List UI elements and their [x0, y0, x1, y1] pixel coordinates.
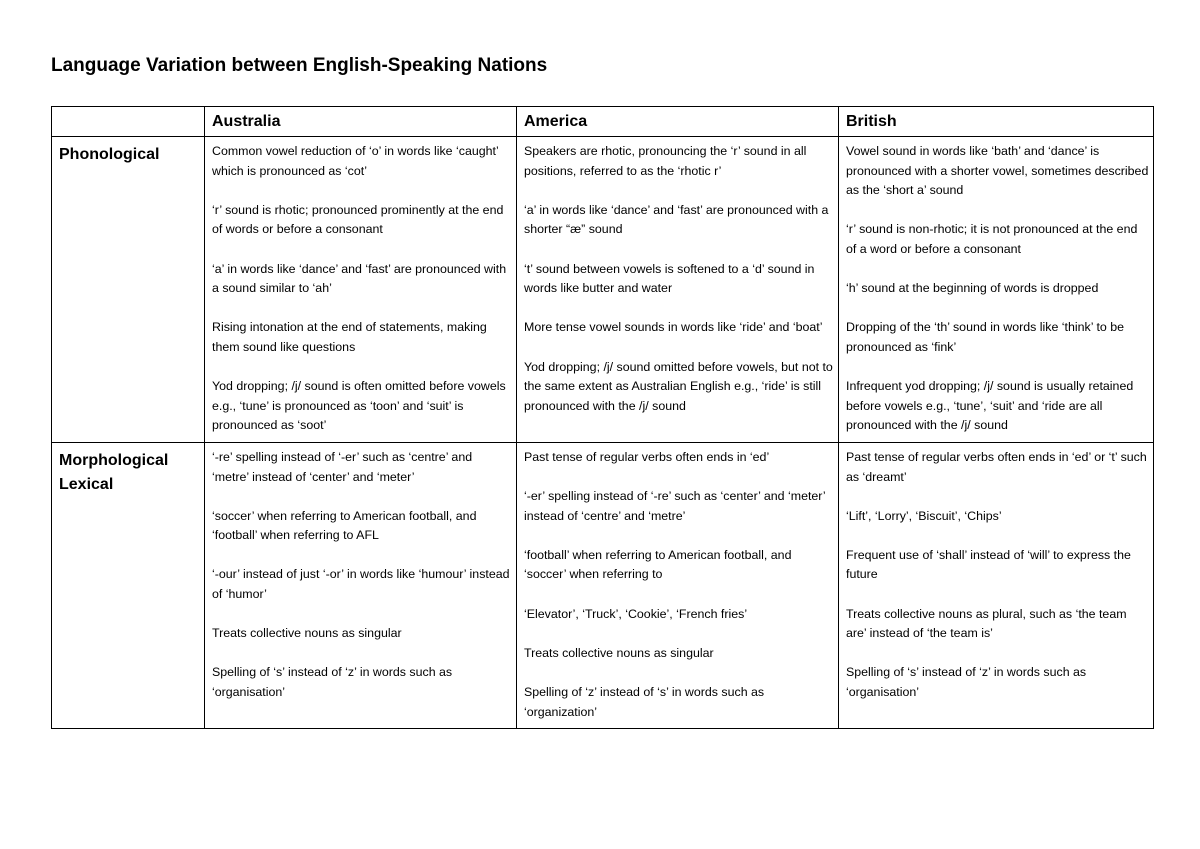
- table-row-phonological: [52, 137, 1154, 443]
- list-item: ‘r’ sound is rhotic; pronounced prominently at the end of words or before a consonant: [212, 202, 504, 237]
- list-item: Dropping of the ‘th’ sound in words like ‘think’ to be pronounced as ‘fink’: [846, 320, 1125, 354]
- list-item: Past tense of regular verbs often ends in ‘ed’ or ‘t’ such as ‘dreamt’: [846, 449, 1147, 484]
- list-item: ‘Lift’, ‘Lorry’, ‘Biscuit’, ‘Chips’: [846, 508, 1002, 523]
- list-item: Rising intonation at the end of statements, making them sound like questions: [212, 320, 487, 354]
- list-item: ‘a’ in words like ‘dance’ and ‘fast’ are pronounced with a sound similar to ‘ah’: [212, 261, 507, 296]
- cell-phonological-australia: [205, 137, 517, 443]
- header-cell-british: [839, 107, 1154, 137]
- header-australia: Australia: [212, 113, 281, 130]
- list-item: Common vowel reduction of ‘o’ in words like ‘caught’ which is pronounced as ‘cot’: [212, 144, 499, 178]
- cell-morphological-british: [839, 442, 1154, 728]
- header-america: America: [524, 113, 588, 130]
- header-british: British: [846, 113, 897, 130]
- row-label-cell-morphological-lexical: [52, 442, 205, 728]
- list-item: Speakers are rhotic, pronouncing the ‘r’ sound in all positions, referred to as the ‘rhotic r’: [524, 144, 807, 178]
- header-empty-label: [52, 107, 204, 113]
- list-item: Treats collective nouns as singular: [212, 626, 402, 641]
- list-item: Past tense of regular verbs often ends in ‘ed’: [524, 449, 770, 464]
- list-item: ‘-er’ spelling instead of ‘-re’ such as ‘center’ and ‘meter’ instead of ‘centre’ and ‘metre’: [524, 489, 826, 523]
- cell-morphological-america: [517, 442, 839, 728]
- variation-table: [51, 106, 1154, 729]
- header-cell-america: [517, 107, 839, 137]
- list-item: Vowel sound in words like ‘bath’ and ‘dance’ is pronounced with a shorter vowel, sometimes described as the ‘short a’ sound: [846, 144, 1149, 198]
- table-row-morphological-lexical: [52, 442, 1154, 728]
- row-label-morphological-lexical: [52, 443, 204, 497]
- table-header-row: [52, 107, 1154, 137]
- list-item: ‘football’ when referring to American football, and ‘soccer’ when referring to: [524, 547, 792, 582]
- row-label-phonological: Phonological: [59, 146, 160, 163]
- cell-morphological-australia: [205, 442, 517, 728]
- list-item: Infrequent yod dropping; /j/ sound is usually retained before vowels e.g., ‘tune’, ‘suit’ and ‘ride are all pronounced with the /j/ sound: [846, 379, 1134, 433]
- list-item: More tense vowel sounds in words like ‘ride’ and ‘boat’: [524, 320, 823, 335]
- list-item: ‘r’ sound is non-rhotic; it is not pronounced at the end of a word or before a consonant: [846, 222, 1138, 256]
- list-item: ‘-our’ instead of just ‘-or’ in words like ‘humour’ instead of ‘humor’: [212, 567, 510, 602]
- list-item: ‘soccer’ when referring to American football, and ‘football’ when referring to AFL: [212, 508, 477, 543]
- list-item: Treats collective nouns as singular: [524, 645, 714, 660]
- cell-phonological-british: [839, 137, 1154, 443]
- list-item: ‘Elevator’, ‘Truck’, ‘Cookie’, ‘French fries’: [524, 606, 748, 621]
- list-item: ‘t’ sound between vowels is softened to a ‘d’ sound in words like butter and water: [524, 261, 815, 296]
- header-cell-empty: [52, 107, 205, 137]
- list-item: Spelling of ‘s’ instead of ‘z’ in words such as ‘organisation’: [212, 665, 453, 700]
- row-label-morphological: Morphological: [59, 451, 169, 469]
- list-item: Frequent use of ‘shall’ instead of ‘will’ to express the future: [846, 547, 1131, 582]
- list-item: ‘h’ sound at the beginning of words is dropped: [846, 281, 1099, 296]
- row-label-cell-phonological: [52, 137, 205, 443]
- list-item: Yod dropping; /j/ sound omitted before vowels, but not to the same extent as Australian English e.g., ‘ride’ is still pronounced with the /j/ sound: [524, 359, 833, 413]
- list-item: ‘a’ in words like ‘dance’ and ‘fast’ are pronounced with a shorter “æ” sound: [524, 202, 829, 237]
- cell-phonological-america: [517, 137, 839, 443]
- list-item: Spelling of ‘z’ instead of ‘s’ in words such as ‘organization’: [524, 685, 765, 719]
- document-title: Language Variation between English-Speaking Nations: [51, 55, 548, 76]
- list-item: Spelling of ‘s’ instead of ‘z’ in words such as ‘organisation’: [846, 665, 1087, 700]
- header-cell-australia: [205, 107, 517, 137]
- list-item: Treats collective nouns as plural, such as ‘the team are’ instead of ‘the team is’: [846, 606, 1127, 641]
- list-item: ‘-re’ spelling instead of ‘-er’ such as ‘centre’ and ‘metre’ instead of ‘center’ and ‘meter’: [212, 449, 473, 484]
- list-item: Yod dropping; /j/ sound is often omitted before vowels e.g., ‘tune’ is pronounced as ‘toon’ and ‘suit’ is pronounced as ‘soot’: [212, 379, 506, 433]
- row-label-lexical: Lexical: [59, 475, 114, 493]
